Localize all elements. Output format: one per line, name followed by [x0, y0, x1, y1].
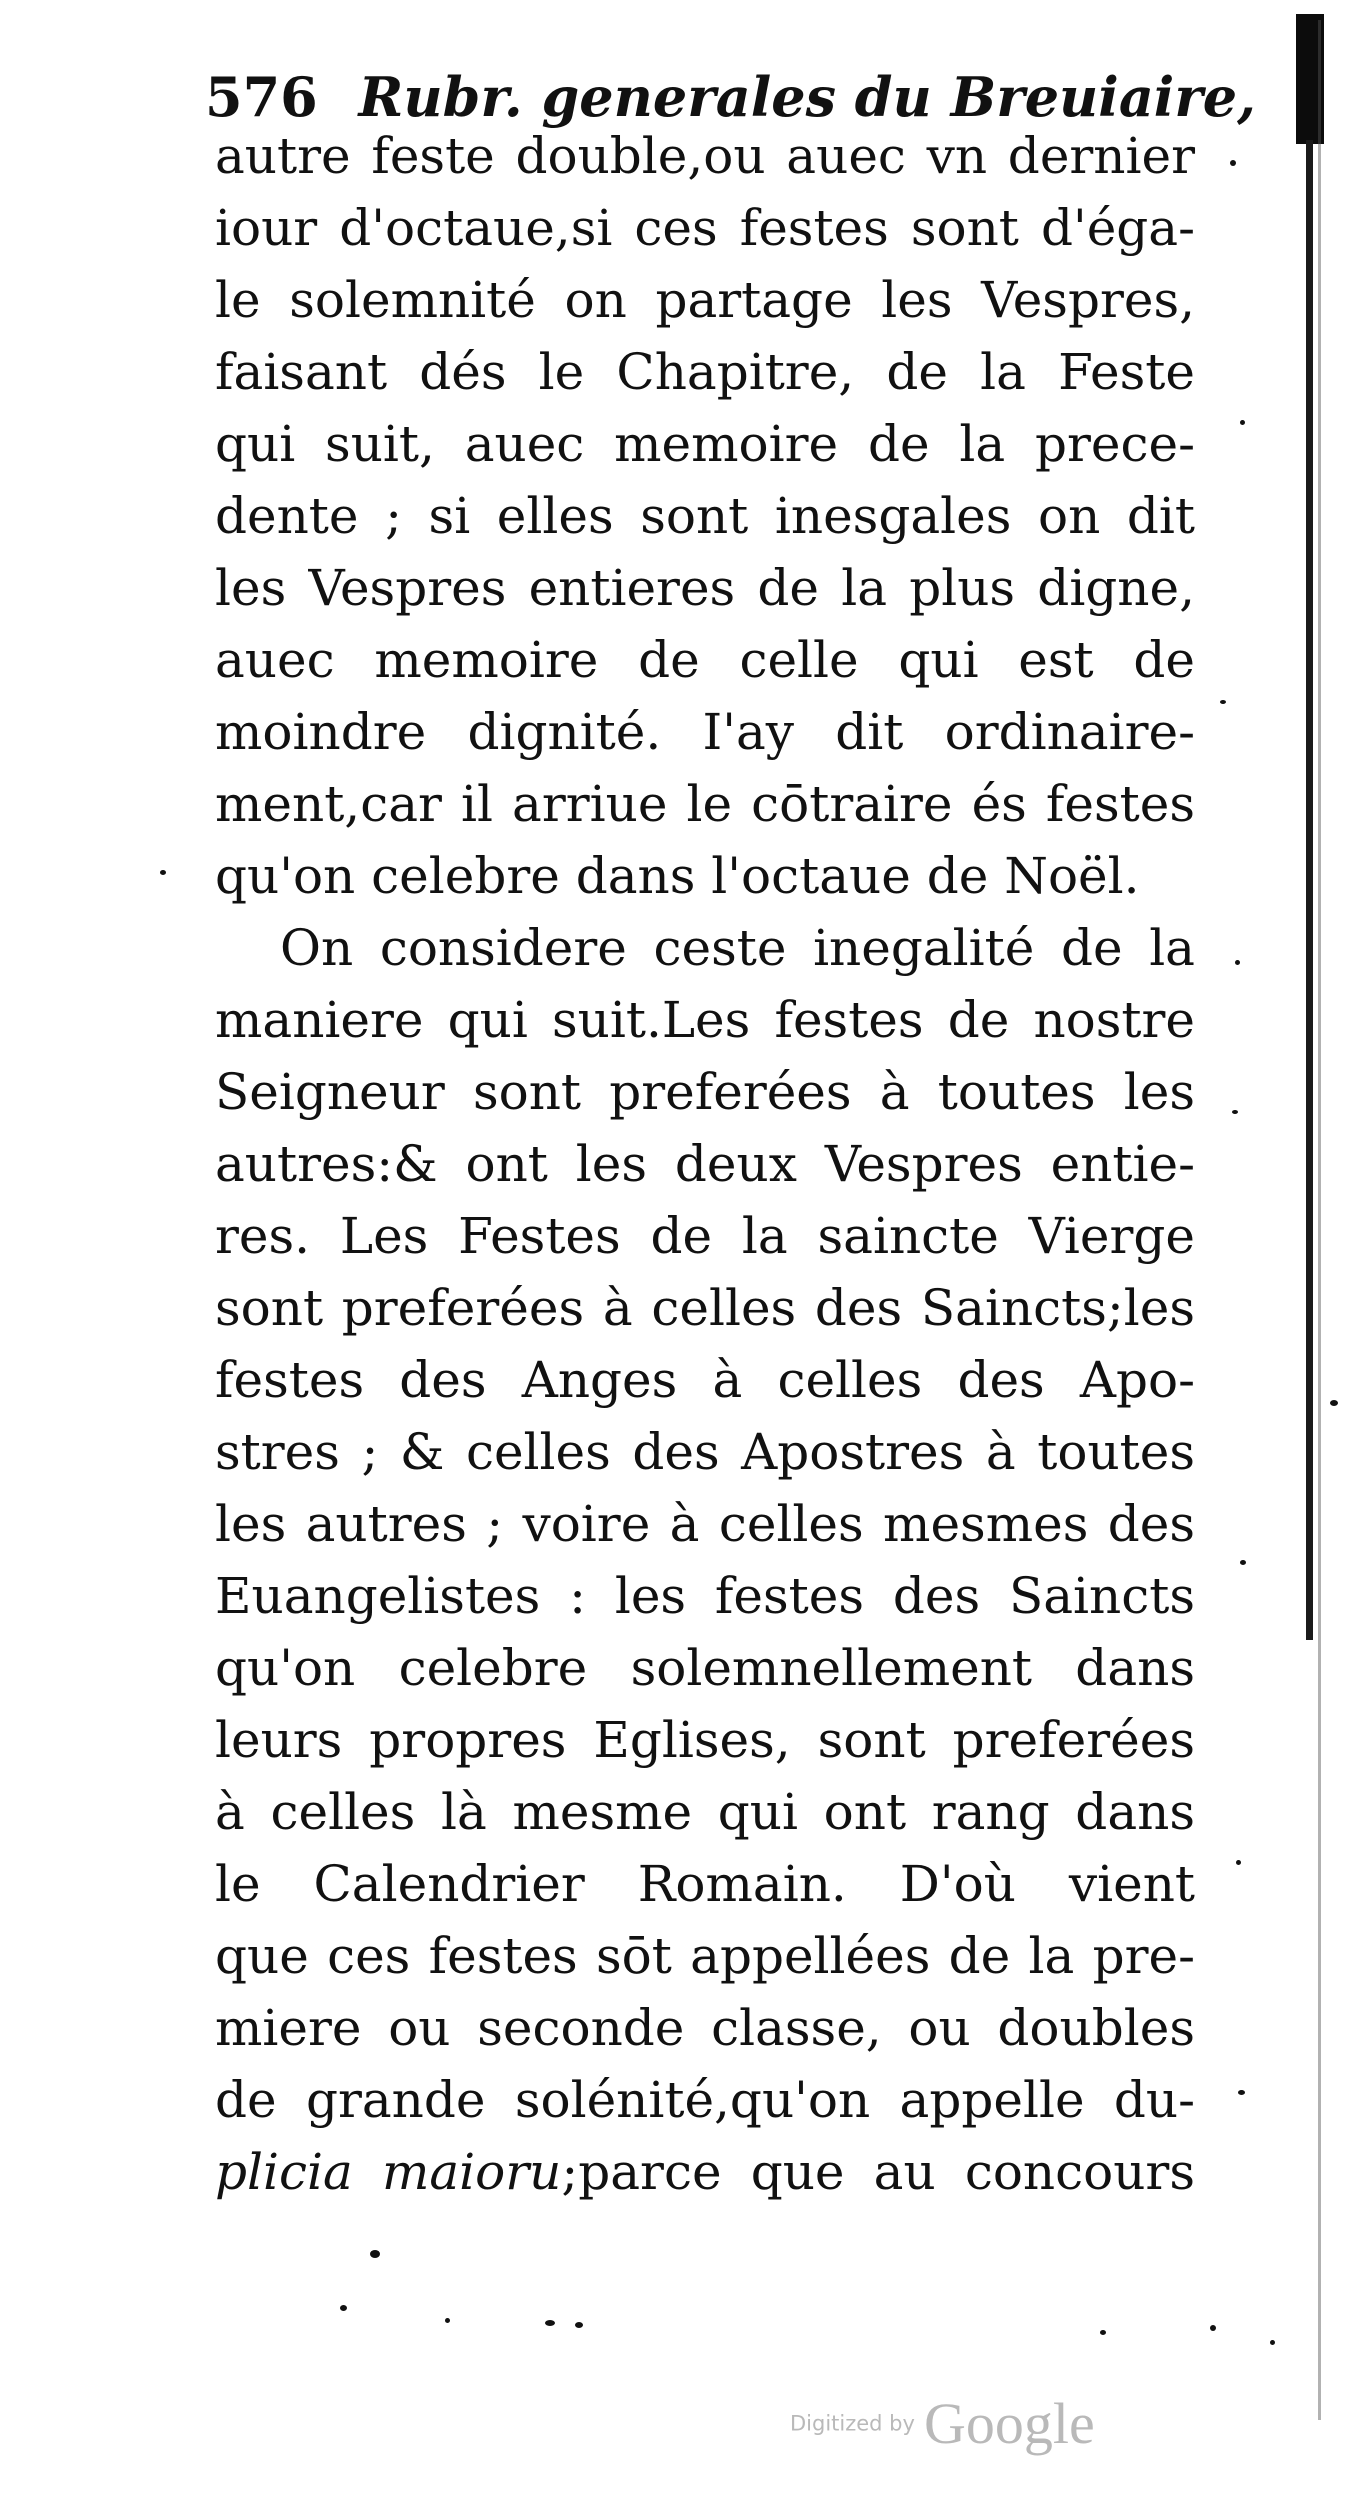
text-line: Seigneur sont preferées à toutes les — [215, 1063, 1195, 1121]
page-number: 576 — [205, 65, 318, 129]
speck — [160, 870, 166, 875]
speck — [545, 2320, 555, 2326]
speck — [1236, 1860, 1241, 1865]
text-line: res. Les Festes de la saincte Vierge — [215, 1207, 1195, 1265]
speck — [1238, 2090, 1245, 2095]
text-line-rest: ;parce que au concours — [561, 2143, 1195, 2201]
text-line: que ces festes sōt appellées de la pre- — [215, 1927, 1195, 1985]
watermark-prefix: Digitized by — [790, 2411, 915, 2436]
text-line: autre feste double,ou auec vn dernier — [215, 127, 1195, 185]
text-line: miere ou seconde classe, ou doubles — [215, 1999, 1195, 2057]
text-line: stres ; & celles des Apostres à toutes — [215, 1423, 1195, 1481]
speck — [370, 2250, 380, 2258]
speck — [1220, 700, 1226, 704]
text-line: qui suit, auec memoire de la prece- — [215, 415, 1195, 473]
speck — [1240, 1560, 1246, 1565]
latin-phrase: plicia maioru — [215, 2143, 562, 2201]
text-line-final — [215, 2136, 1195, 2208]
text-line: dente ; si elles sont inesgales on dit — [215, 487, 1195, 545]
text-line: les autres ; voire à celles mesmes des — [215, 1495, 1195, 1553]
text-line: le Calendrier Romain. D'où vient — [215, 1855, 1195, 1913]
speck — [1230, 160, 1236, 166]
speck — [575, 2322, 583, 2328]
body-text — [215, 120, 1195, 2208]
text-line: maniere qui suit.Les festes de nostre — [215, 991, 1195, 1049]
text-line: leurs propres Eglises, sont preferées — [215, 1711, 1195, 1769]
text-line: On considere ceste inegalité de la — [280, 919, 1195, 977]
text-line: ment,car il arriue le cōtraire és festes — [215, 775, 1195, 833]
google-logo: Google — [924, 2391, 1095, 2456]
text-line: autres:& ont les deux Vespres entie- — [215, 1135, 1195, 1193]
text-line: qu'on celebre solemnellement dans — [215, 1639, 1195, 1697]
speck — [1232, 1110, 1238, 1114]
speck — [445, 2318, 450, 2323]
digitized-by-google-watermark — [790, 2390, 1095, 2460]
running-title: Rubr. generales du Breuiaire, — [358, 65, 1256, 129]
page-edge-faint-line — [1318, 20, 1321, 2420]
speck — [1100, 2330, 1106, 2335]
text-line: auec memoire de celle qui est de — [215, 631, 1195, 689]
text-line: moindre dignité. I'ay dit ordinaire- — [215, 703, 1195, 761]
text-line: de grande solénité,qu'on appelle du- — [215, 2071, 1195, 2129]
text-line: festes des Anges à celles des Apo- — [215, 1351, 1195, 1409]
text-line: les Vespres entieres de la plus digne, — [215, 559, 1195, 617]
speck — [1330, 1400, 1338, 1406]
text-line: qu'on celebre dans l'octaue de Noël. — [215, 847, 1140, 905]
speck — [1210, 2325, 1216, 2331]
speck — [1270, 2340, 1275, 2345]
text-line: sont preferées à celles des Saincts;les — [215, 1279, 1195, 1337]
text-line: faisant dés le Chapitre, de la Feste — [215, 343, 1195, 401]
speck — [340, 2305, 347, 2311]
speck — [1240, 420, 1245, 425]
text-line: Euangelistes : les festes des Saincts — [215, 1567, 1195, 1625]
text-line: à celles là mesme qui ont rang dans — [215, 1783, 1195, 1841]
page-edge-line — [1306, 140, 1313, 1640]
text-line: le solemnité on partage les Vespres, — [215, 271, 1195, 329]
speck — [1235, 960, 1240, 965]
text-line: iour d'octaue,si ces festes sont d'éga- — [215, 199, 1195, 257]
